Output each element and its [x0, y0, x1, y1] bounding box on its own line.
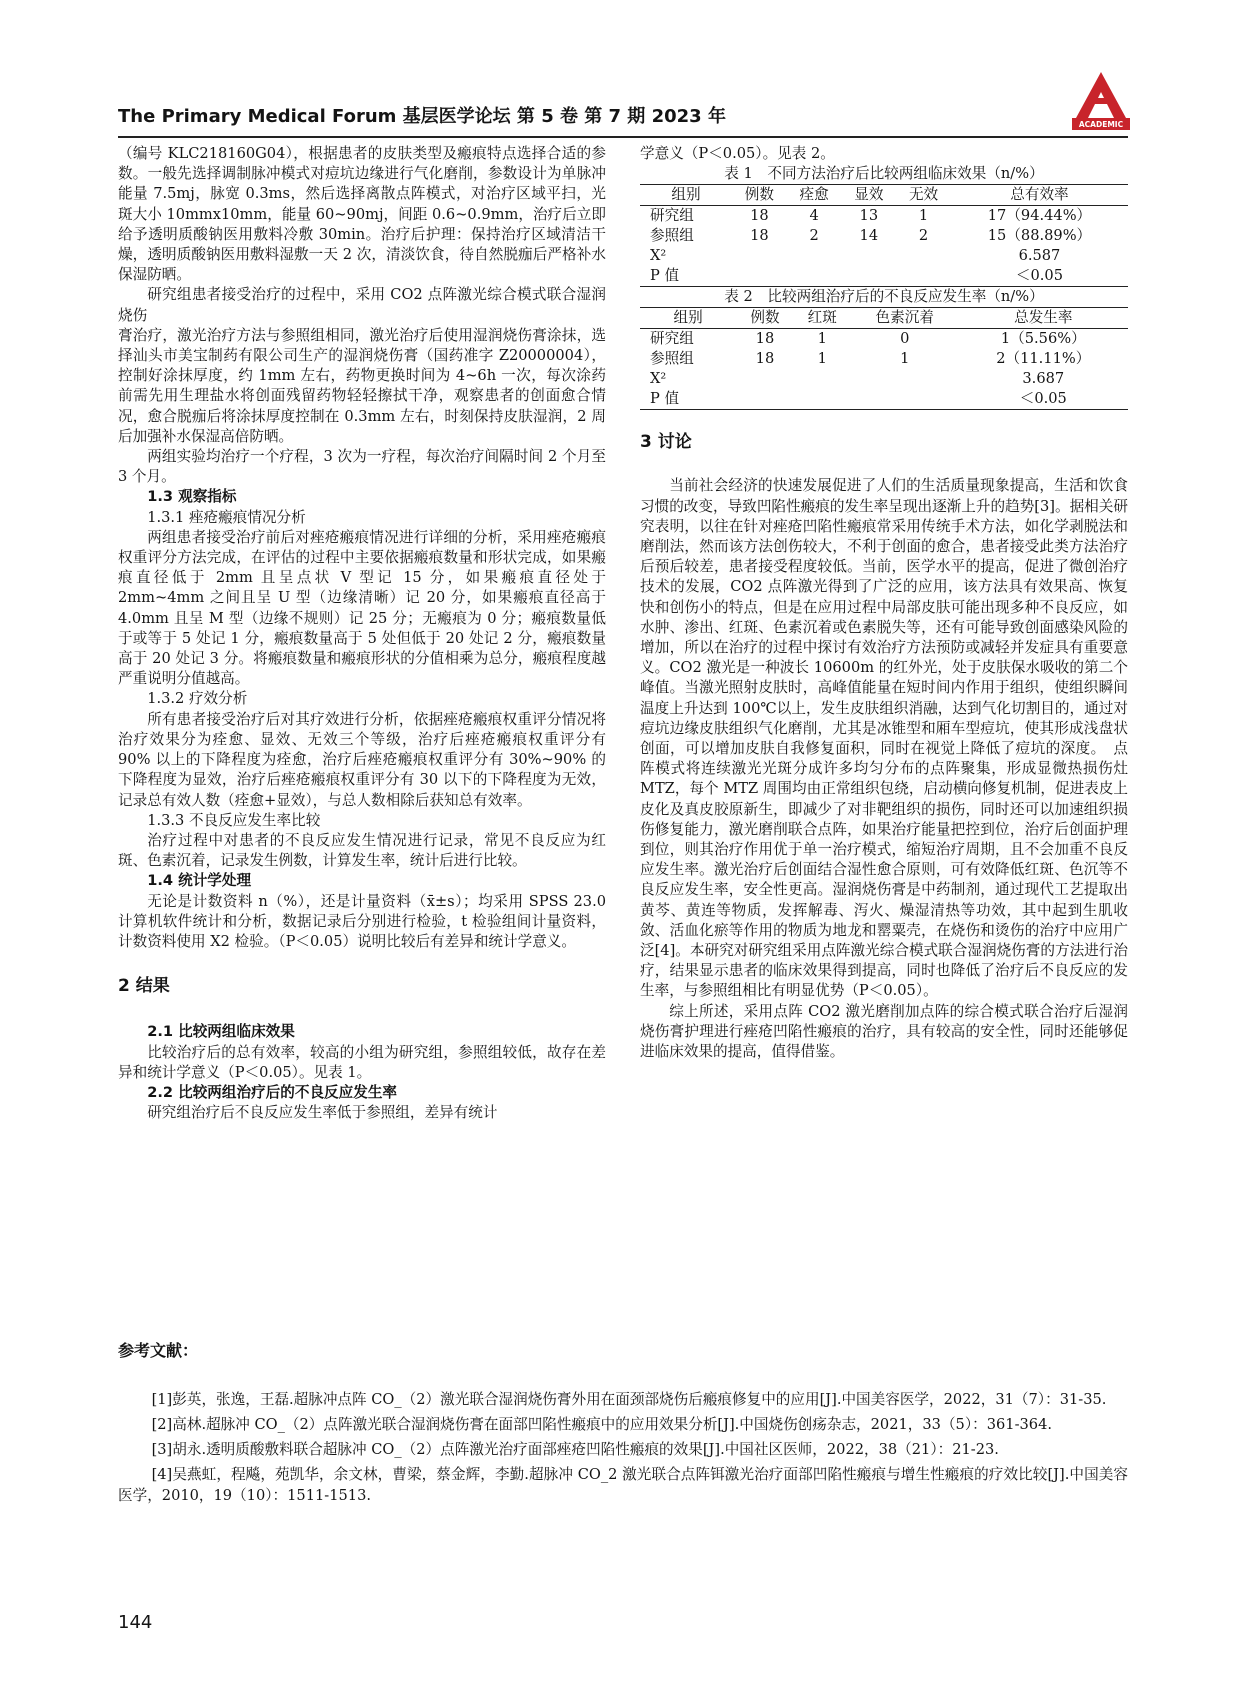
- section-heading-2: 2 结果: [118, 976, 170, 997]
- paragraph: 比较治疗后的总有效率，较高的小组为研究组，参照组较低，故存在差异和统计学意义（P＜0.05）。见表 1。: [118, 1043, 606, 1081]
- table-row: [640, 266, 1128, 287]
- paragraph: 综上所述，采用点阵 CO2 激光磨削加点阵的综合模式联合治疗后湿润烧伤膏护理进行痤疮凹陷性瘢痕的治疗，具有较高的安全性，同时还能够促进临床效果的提高，值得借鉴。: [640, 1002, 1128, 1061]
- table-cell: ＜0.05: [959, 389, 1128, 410]
- table-cell: 3.687: [1022, 370, 1065, 388]
- table-header-cell: 无效: [896, 185, 951, 206]
- right-column: [640, 144, 1128, 1062]
- table-cell: 1: [817, 330, 827, 348]
- table-row: [640, 369, 1128, 389]
- table-cell: 13: [859, 207, 879, 225]
- paragraph: 两组实验均治疗一个疗程，3 次为一疗程，每次治疗间隔时间 2 个月至 3 个月。: [118, 448, 606, 486]
- table-cell: 17（94.44%）: [987, 207, 1092, 225]
- paragraph: 所有患者接受治疗后对其疗效进行分析，依据痤疮瘢痕权重评分情况将治疗效果分为痊愈、显效、无效三个等级，治疗后痤疮瘢痕权重评分有 90% 以上的下降程度为痊愈，治疗后痤疮瘢痕权重评分有 30%~90% 的下降程度为显效，治疗后痤疮瘢痕权重评分有 30 以下的下降程度为无效，记录总有效人数（痊愈+显效），与总人数相除后获知总有效率。: [118, 710, 606, 809]
- paragraph: 膏治疗，激光治疗方法与参照组相同，激光治疗后使用湿润烧伤膏涂抹，选择汕头市美宝制药有限公司生产的湿润烧伤膏（国药准字 Z20000004），控制好涂抹厚度，约 1mm 左右，药物更换时间为 4~6h 一次，每次涂药前需先用生理盐水将创面残留药物轻轻擦拭干净，观察患者的创面愈合情况，愈合脱痂后将涂抹厚度控制在 0.3mm 左右，时刻保持皮肤湿润，2 周后加强补水保湿高倍防晒。: [118, 326, 606, 445]
- logo-text: ACADEMIC: [1078, 120, 1124, 129]
- table-row: [640, 206, 1128, 227]
- table-cell: 18: [750, 227, 769, 245]
- paragraph: 无论是计数资料 n（%），还是计量资料（x̄±s）；均采用 SPSS 23.0 计算机软件统计和分析，数据记录后分别进行检验，t 检验组间计量资料，计数资料使用 X2 检验。（P＜0.05）说明比较后有差异和统计学意义。: [118, 892, 606, 950]
- table-header-cell: 总发生率: [959, 308, 1128, 329]
- table-header-cell: 显效: [841, 185, 896, 206]
- table-header-cell: 组别: [640, 308, 736, 329]
- header-rule: [118, 136, 1128, 138]
- table-row: [640, 329, 1128, 350]
- table-cell: 1（5.56%）: [1000, 330, 1086, 348]
- page-number: 144: [118, 1612, 153, 1633]
- reference-item: [1]彭英，张逸，王磊.超脉冲点阵 CO_（2）激光联合湿润烧伤膏外用在面颈部烧伤后瘢痕修复中的应用[J].中国美容医学，2022，31（7）：31-35.: [151, 1391, 1107, 1408]
- table-cell: 参照组: [650, 350, 694, 368]
- paragraph: 治疗过程中对患者的不良反应发生情况进行记录，常见不良反应为红斑、色素沉着，记录发生例数，计算发生率，统计后进行比较。: [118, 831, 606, 870]
- table-header-cell: 色素沉着: [851, 308, 959, 329]
- table-cell: 2: [918, 227, 929, 245]
- table-cell: 参照组: [650, 227, 694, 245]
- table-cell: 1: [900, 350, 910, 368]
- paragraph: 当前社会经济的快速发展促进了人们的生活质量现象提高，生活和饮食习惯的改变，导致凹陷性瘢痕的发生率呈现出逐渐上升的趋势[3]。据相关研究表明，以往在针对痤疮凹陷性瘢痕常采用传统手术方法，如化学剥脱法和磨削法，然而该方法创伤较大，不利于创面的愈合，患者接受此类方法治疗后预后较差，患者接受程度较低。当前，医学水平的提高，促进了微创治疗技术的发展，CO2 点阵激光得到了广泛的应用，该方法具有效果高、恢复快和创伤小的特点，但是在应用过程中局部皮肤可能出现多种不良反应，如水肿、渗出、红斑、色素沉着或色素脱失等，还有可能导致创面感染风险的增加，所以在治疗的过程中探讨有效治疗方法预防或减轻并发症具有重要意义。CO2 激光是一种波长 10600m 的红外光，处于皮肤保水吸收的第二个峰值。当激光照射皮肤时，高峰值能量在短时间内作用于组织，使组织瞬间温度上升达到 100℃以上，发生皮肤组织消融，达到气化切割目的，通过对痘坑边缘皮肤组织气化磨削，尤其是冰锥型和厢车型痘坑，使其形成浅盘状创面，可以增加皮肤自我修复面积，同时在视觉上降低了痘坑的深度。 点阵模式将连续激光光斑分成许多均匀分布的点阵聚集，形成显微热损伤灶 MTZ，每个 MTZ 周围均由正常组织包绕，启动横向修复机制，促进表皮上皮化及真皮胶原新生，即减少了对非靶组织的损伤，同时还可以加速组织损伤修复能力，激光磨削联合点阵，如果治疗能量把控到位，治疗后创面护理到位，则其治疗作用优于单一治疗模式，缩短治疗周期，且不会加重不良反应发生率。激光治疗后创面结合湿性愈合原则，可有效降低红斑、色沉等不良反应发生率，安全性更高。湿润烧伤膏是中药制剂，通过现代工艺提取出黄芩、黄连等物质，发挥解毒、泻火、燥湿清热等功效，其中起到生肌收敛、活血化瘀等作用的物质为地龙和罂粟壳，在烧伤和烫伤的治疗中应用广泛[4]。本研究对研究组采用点阵激光综合模式联合湿润烧伤膏的方法进行治疗，结果显示患者的临床效果得到提高，同时也降低了治疗后不良反应的发生率，与参照组相比有明显优势（P＜0.05）。: [640, 477, 1128, 1000]
- reference-item: [3]胡永.透明质酸敷料联合超脉冲 CO_（2）点阵激光治疗面部痤疮凹陷性瘢痕的效果[J].中国社区医师，2022，38（21）：21-23.: [151, 1441, 999, 1458]
- section-heading-1-3-1: 1.3.1 痤疮瘢痕情况分析: [147, 508, 306, 526]
- table-cell: P 值: [640, 266, 732, 287]
- references-title: 参考文献：: [118, 1341, 199, 1360]
- table-1-caption: 表 1 不同方法治疗后比较两组临床效果（n/%）: [724, 165, 1044, 183]
- table-cell: X²: [650, 370, 667, 388]
- table-row: [640, 246, 1128, 266]
- running-header: The Primary Medical Forum 基层医学论坛 第 5 卷 第 7 期 2023 年: [118, 106, 726, 127]
- table-cell: 研究组: [650, 207, 694, 225]
- paragraph: 研究组患者接受治疗的过程中，采用 CO2 点阵激光综合模式联合湿润烧伤: [118, 286, 606, 324]
- table-row: [640, 226, 1128, 246]
- table-header-cell: 例数: [736, 308, 793, 329]
- academic-logo-icon: [1068, 68, 1134, 134]
- references: [118, 1340, 1128, 1510]
- table-cell: X²: [650, 247, 667, 265]
- table-2-caption: 表 2 比较两组治疗后的不良反应发生率（n/%）: [724, 288, 1044, 306]
- section-heading-1-3-3: 1.3.3 不良反应发生率比较: [147, 811, 321, 829]
- table-cell: 0: [900, 330, 910, 348]
- reference-item: [2]高林.超脉冲 CO_（2）点阵激光联合湿润烧伤膏在面部凹陷性瘢痕中的应用效果分析[J].中国烧伤创疡杂志，2021，33（5）：361-364.: [151, 1416, 1053, 1433]
- table-header-cell: 总有效率: [951, 185, 1128, 206]
- table-cell: 1: [817, 350, 827, 368]
- table-row: [640, 349, 1128, 369]
- section-heading-2-1: 2.1 比较两组临床效果: [147, 1023, 295, 1041]
- table-cell: ＜0.05: [951, 266, 1128, 287]
- table-cell: P 值: [640, 389, 736, 410]
- table-cell: 15（88.89%）: [987, 227, 1092, 245]
- paragraph: （编号 KLC218160G04），根据患者的皮肤类型及瘢痕特点选择合适的参数。一般先选择调制脉冲模式对痘坑边缘进行气化磨削，参数设计为单脉冲能量 7.5mj，脉宽 0.3ms，然后选择离散点阵模式，对治疗区域平扫，光斑大小 10mmx10mm，能量 60~90mj，间距 0.6~0.9mm，治疗后立即给予透明质酸钠医用敷料冷敷 30min。治疗后护理：保持治疗区域清洁干燥，透明质酸钠医用敷料湿敷一天 2 次，清淡饮食，待自然脱痂后严格补水保湿防晒。: [118, 145, 606, 284]
- table-cell: 14: [859, 227, 879, 245]
- paragraph: 学意义（P＜0.05）。见表 2。: [640, 145, 835, 162]
- table-cell: 6.587: [1018, 247, 1061, 265]
- table-header-cell: 例数: [732, 185, 787, 206]
- table-cell: 2（11.11%）: [996, 350, 1091, 368]
- table-1: [640, 184, 1128, 287]
- section-heading-3: 3 讨论: [640, 432, 692, 453]
- section-heading-1-3: 1.3 观察指标: [147, 488, 237, 506]
- table-header-cell: 红斑: [794, 308, 851, 329]
- table-cell: 18: [755, 330, 775, 348]
- table-header-cell: 组别: [640, 185, 732, 206]
- table-2: [640, 307, 1128, 410]
- table-cell: 4: [809, 207, 819, 225]
- paragraph: 两组患者接受治疗前后对痤疮瘢痕情况进行详细的分析，采用痤疮瘢痕权重评分方法完成，在评估的过程中主要依据瘢痕数量和形状完成，如果瘢痕直径低于 2mm 且呈点状 V 型记 15 分，如果瘢痕直径处于 2mm~4mm 之间且呈 U 型（边缘清晰）记 20 分，如果瘢痕直径高于 4.0mm 且呈 M 型（边缘不规则）记 25 分；无瘢痕为 0 分；瘢痕数量低于或等于 5 处记 1 分，瘢痕数量高于 5 处但低于 20 处记 2 分，瘢痕数量高于 20 处记 3 分。将瘢痕数量和瘢痕形状的分值相乘为总分，瘢痕程度越严重说明分值越高。: [118, 528, 606, 688]
- table-cell: 1: [918, 207, 929, 225]
- left-column: [118, 144, 606, 1123]
- table-cell: 研究组: [650, 330, 694, 348]
- table-header-cell: 痊愈: [787, 185, 842, 206]
- table-row: [640, 389, 1128, 410]
- table-cell: 2: [809, 227, 819, 245]
- reference-item: [4]吴燕虹，程飚，苑凯华，余文林，曹梁，蔡金辉，李勤.超脉冲 CO_2 激光联合点阵铒激光治疗面部凹陷性瘢痕与增生性瘢痕的疗效比较[J].中国美容医学，2010，19（10）：1511-1513.: [118, 1466, 1128, 1504]
- section-heading-2-2: 2.2 比较两组治疗后的不良反应发生率: [147, 1083, 398, 1101]
- paragraph: 研究组治疗后不良反应发生率低于参照组，差异有统计: [147, 1104, 498, 1122]
- section-heading-1-4: 1.4 统计学处理: [147, 872, 252, 890]
- table-cell: 18: [755, 350, 775, 368]
- section-heading-1-3-2: 1.3.2 疗效分析: [147, 690, 248, 708]
- table-cell: 18: [750, 207, 769, 225]
